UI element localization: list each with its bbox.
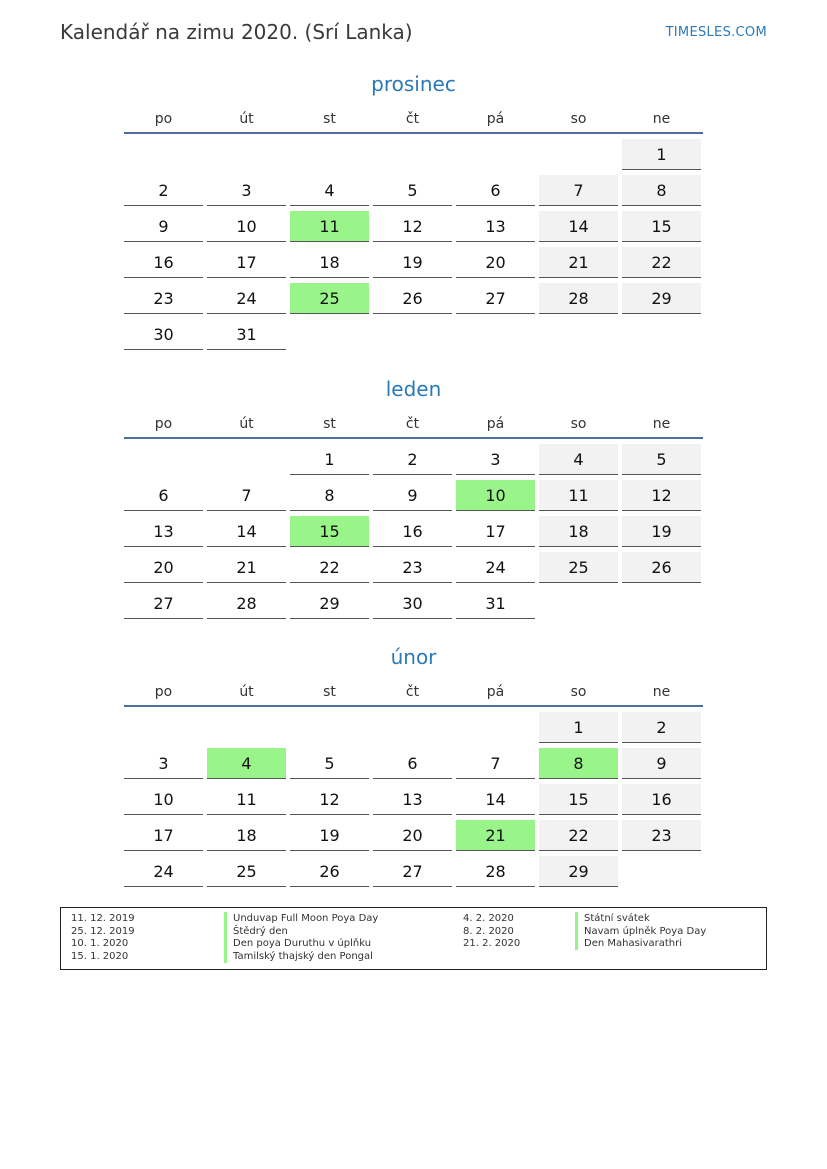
day-cell: 24	[207, 283, 286, 314]
day-cell: 13	[456, 211, 535, 242]
day-cell: 4	[539, 444, 618, 475]
day-cell: 31	[456, 588, 535, 619]
month-1	[124, 375, 703, 624]
day-cell: 29	[539, 856, 618, 887]
weekday-label: po	[154, 416, 173, 432]
day-cell: 1	[539, 712, 618, 743]
day-cell: 21	[539, 247, 618, 278]
day-cell: 3	[124, 748, 203, 779]
day-cell: 25	[539, 552, 618, 583]
day-cell: 26	[290, 856, 369, 887]
day-cell: 5	[622, 444, 701, 475]
weekday-label: čt	[405, 416, 420, 432]
day-cell: 11	[539, 480, 618, 511]
day-cell: 9	[124, 211, 203, 242]
day-cell: 9	[622, 748, 701, 779]
day-cell: 12	[373, 211, 452, 242]
day-cell: 19	[290, 820, 369, 851]
day-cell: 11	[207, 784, 286, 815]
weekday-header	[124, 106, 703, 134]
day-cell: 24	[456, 552, 535, 583]
day-cell: 12	[622, 480, 701, 511]
day-cell: 29	[290, 588, 369, 619]
day-cell: 18	[290, 247, 369, 278]
legend-date: 15. 1. 2020	[71, 951, 129, 963]
holiday-day-cell: 15	[290, 516, 369, 547]
weekday-label: út	[239, 111, 254, 127]
day-cell: 21	[207, 552, 286, 583]
day-cell: 20	[373, 820, 452, 851]
legend-date: 8. 2. 2020	[463, 925, 514, 937]
weekday-label: so	[570, 416, 587, 432]
day-grid	[124, 444, 703, 624]
weekday-label: po	[154, 111, 173, 127]
day-cell: 14	[539, 211, 618, 242]
legend-date: 10. 1. 2020	[71, 938, 129, 950]
day-cell: 10	[207, 211, 286, 242]
page-title: Kalendář na zimu 2020. (Srí Lanka)	[60, 20, 413, 44]
day-cell: 20	[456, 247, 535, 278]
day-cell: 27	[124, 588, 203, 619]
holiday-day-cell: 10	[456, 480, 535, 511]
day-cell: 10	[124, 784, 203, 815]
day-cell: 22	[290, 552, 369, 583]
day-cell: 29	[622, 283, 701, 314]
legend-date: 25. 12. 2019	[71, 925, 135, 937]
day-cell: 25	[207, 856, 286, 887]
day-cell: 22	[539, 820, 618, 851]
day-cell: 13	[373, 784, 452, 815]
weekday-label: ne	[652, 416, 671, 432]
weekday-label: út	[239, 416, 254, 432]
day-cell: 20	[124, 552, 203, 583]
month-2	[124, 643, 703, 892]
day-cell: 23	[124, 283, 203, 314]
day-cell: 3	[207, 175, 286, 206]
day-cell: 7	[539, 175, 618, 206]
weekday-label: st	[323, 684, 336, 700]
legend-date: 4. 2. 2020	[463, 913, 514, 924]
day-cell: 17	[456, 516, 535, 547]
weekday-label: pá	[486, 111, 505, 127]
day-cell: 16	[373, 516, 452, 547]
legend-holiday-name: Den Mahasivarathri	[575, 937, 682, 950]
day-cell: 18	[539, 516, 618, 547]
legend-holiday-name: Unduvap Full Moon Poya Day	[224, 912, 378, 925]
day-cell: 7	[456, 748, 535, 779]
day-cell: 15	[622, 211, 701, 242]
weekday-header	[124, 679, 703, 707]
day-cell: 13	[124, 516, 203, 547]
day-cell: 2	[373, 444, 452, 475]
day-cell: 5	[290, 748, 369, 779]
day-cell: 2	[622, 712, 701, 743]
day-cell: 6	[456, 175, 535, 206]
day-cell: 16	[124, 247, 203, 278]
day-cell: 6	[373, 748, 452, 779]
holiday-day-cell: 11	[290, 211, 369, 242]
weekday-label: čt	[405, 684, 420, 700]
month-0	[124, 70, 703, 355]
day-cell: 19	[373, 247, 452, 278]
legend-holiday-name: Štědrý den	[224, 925, 288, 938]
day-cell: 5	[373, 175, 452, 206]
weekday-label: čt	[405, 111, 420, 127]
day-cell: 23	[373, 552, 452, 583]
day-cell: 27	[456, 283, 535, 314]
day-cell: 1	[290, 444, 369, 475]
day-cell: 26	[622, 552, 701, 583]
holiday-day-cell: 21	[456, 820, 535, 851]
day-cell: 12	[290, 784, 369, 815]
day-cell: 28	[539, 283, 618, 314]
holiday-legend	[60, 907, 767, 970]
weekday-label: so	[570, 111, 587, 127]
month-name: únor	[390, 645, 437, 669]
day-cell: 18	[207, 820, 286, 851]
weekday-label: st	[323, 416, 336, 432]
day-cell: 17	[124, 820, 203, 851]
day-cell: 2	[124, 175, 203, 206]
site-link[interactable]: TIMESLES.COM	[665, 25, 767, 40]
day-cell: 27	[373, 856, 452, 887]
day-cell: 31	[207, 319, 286, 350]
legend-holiday-name: Den poya Duruthu v úplňku	[224, 937, 371, 950]
day-cell: 30	[373, 588, 452, 619]
day-cell: 24	[124, 856, 203, 887]
day-cell: 6	[124, 480, 203, 511]
weekday-header	[124, 411, 703, 439]
day-cell: 14	[456, 784, 535, 815]
day-cell: 1	[622, 139, 701, 170]
day-cell: 9	[373, 480, 452, 511]
day-cell: 14	[207, 516, 286, 547]
day-cell: 23	[622, 820, 701, 851]
day-cell: 3	[456, 444, 535, 475]
day-cell: 28	[207, 588, 286, 619]
day-cell: 16	[622, 784, 701, 815]
legend-date: 21. 2. 2020	[463, 938, 521, 950]
day-grid	[124, 139, 703, 355]
day-cell: 26	[373, 283, 452, 314]
day-cell: 19	[622, 516, 701, 547]
weekday-label: ne	[652, 684, 671, 700]
legend-holiday-name: Navam úplněk Poya Day	[575, 925, 706, 938]
weekday-label: út	[239, 684, 254, 700]
weekday-label: pá	[486, 684, 505, 700]
day-cell: 22	[622, 247, 701, 278]
weekday-label: pá	[486, 416, 505, 432]
legend-date: 11. 12. 2019	[71, 913, 135, 924]
day-cell: 8	[290, 480, 369, 511]
day-cell: 8	[622, 175, 701, 206]
holiday-day-cell: 4	[207, 748, 286, 779]
weekday-label: po	[154, 684, 173, 700]
legend-holiday-name: Tamilský thajský den Pongal	[224, 950, 373, 963]
day-cell: 7	[207, 480, 286, 511]
weekday-label: st	[323, 111, 336, 127]
day-cell: 30	[124, 319, 203, 350]
day-cell: 15	[539, 784, 618, 815]
day-cell: 17	[207, 247, 286, 278]
holiday-day-cell: 8	[539, 748, 618, 779]
holiday-day-cell: 25	[290, 283, 369, 314]
month-name: leden	[385, 377, 442, 401]
legend-holiday-name: Státní svátek	[575, 912, 650, 925]
weekday-label: ne	[652, 111, 671, 127]
day-grid	[124, 712, 703, 892]
day-cell: 4	[290, 175, 369, 206]
month-name: prosinec	[371, 72, 456, 96]
weekday-label: so	[570, 684, 587, 700]
day-cell: 28	[456, 856, 535, 887]
